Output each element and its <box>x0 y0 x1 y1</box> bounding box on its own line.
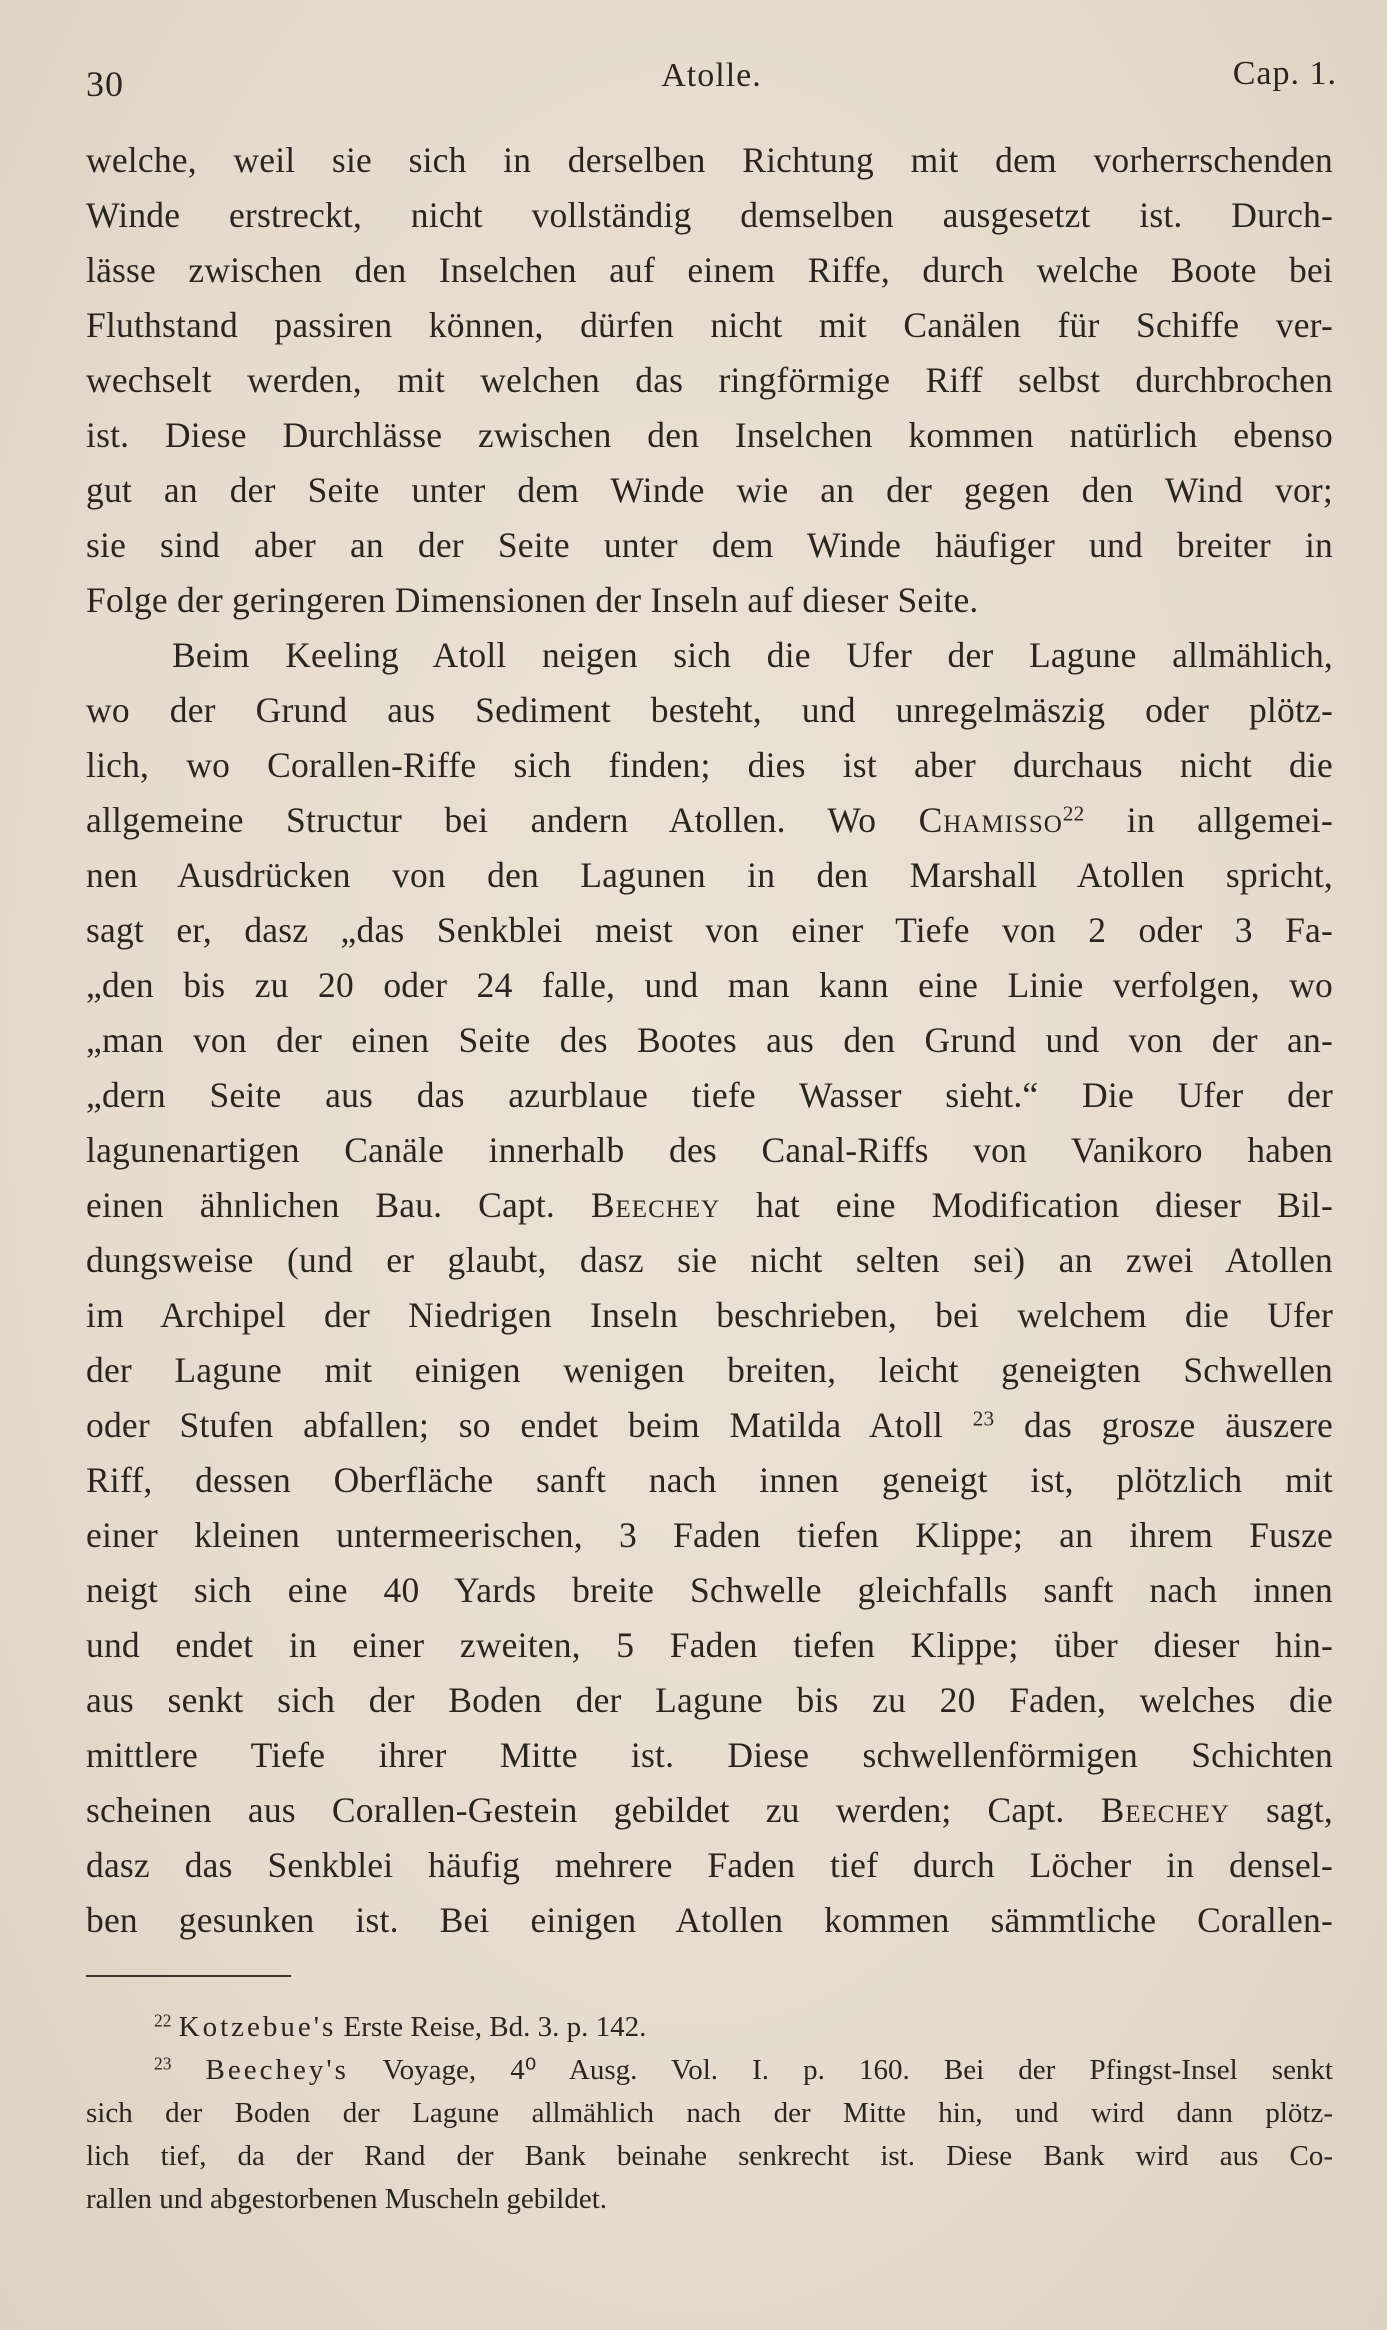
text-line <box>86 1178 1333 1233</box>
paragraph-2 <box>86 628 1333 1948</box>
text-segment: scheinen aus Corallen-Gestein gebildet zu werden; Capt. <box>86 1790 1065 1830</box>
footnote-text: Erste Reise, Bd. 3. p. 142. <box>336 2011 647 2043</box>
text-line: ist. Diese Durchlässe zwischen den Inselchen kommen natürlich ebenso <box>86 415 1333 455</box>
text-line: und endet in einer zweiten, 5 Faden tiefen Klippe; über dieser hin- <box>86 1625 1333 1665</box>
footnote-23 <box>86 2049 1333 2092</box>
footnote-author: Kotzebue's <box>178 2011 337 2043</box>
text-line: wechselt werden, mit welchen das ringförmige Riff selbst durchbrochen <box>86 360 1333 400</box>
footnote-author: Beechey's <box>205 2054 349 2086</box>
text-segment: sagt, <box>1229 1790 1334 1830</box>
text-line: mittlere Tiefe ihrer Mitte ist. Diese schwellenförmigen Schichten <box>86 1735 1333 1775</box>
text-segment: einen ähnlichen Bau. Capt. <box>86 1185 555 1225</box>
text-line: Riff, dessen Oberfläche sanft nach innen geneigt ist, plötzlich mit <box>86 1460 1333 1500</box>
text-line: Folge der geringeren Dimensionen der Inseln auf dieser Seite. <box>86 580 979 620</box>
text-line: welche, weil sie sich in derselben Richtung mit dem vorherrschenden <box>86 140 1333 180</box>
footnote-ref-22[interactable]: 22 <box>1062 801 1085 826</box>
author-name: Beechey <box>1100 1790 1230 1830</box>
text-line: „man von der einen Seite des Bootes aus den Grund und von der an- <box>86 1020 1333 1060</box>
text-line: gut an der Seite unter dem Winde wie an der gegen den Wind vor; <box>86 470 1333 510</box>
text-segment: allgemeine Structur bei andern Atollen. Wo <box>86 800 877 840</box>
text-segment: das grosze äuszere <box>994 1405 1334 1445</box>
footnote-number: 23 <box>154 2053 172 2074</box>
text-line: lässe zwischen den Inselchen auf einem Riffe, durch welche Boote bei <box>86 250 1333 290</box>
text-line <box>86 793 1333 848</box>
text-line: nen Ausdrücken von den Lagunen in den Marshall Atollen spricht, <box>86 855 1333 895</box>
text-line: im Archipel der Niedrigen Inseln beschrieben, bei welchem die Ufer <box>86 1295 1333 1335</box>
text-line: der Lagune mit einigen wenigen breiten, leicht geneigten Schwellen <box>86 1350 1333 1390</box>
text-line: einer kleinen untermeerischen, 3 Faden tiefen Klippe; an ihrem Fusze <box>86 1515 1333 1555</box>
running-title: Atolle. <box>661 57 762 94</box>
text-line: „dern Seite aus das azurblaue tiefe Wasser sieht.“ Die Ufer der <box>86 1075 1333 1115</box>
footnotes <box>86 2006 1333 2221</box>
text-line: sie sind aber an der Seite unter dem Winde häufiger und breiter in <box>86 525 1333 565</box>
text-line: lich, wo Corallen-Riffe sich finden; dies ist aber durchaus nicht die <box>86 745 1333 785</box>
text-segment: hat eine Modification dieser Bil- <box>720 1185 1334 1225</box>
footnote-line: rallen und abgestorbenen Muscheln gebildet. <box>86 2183 608 2215</box>
author-name: Chamisso <box>918 800 1063 840</box>
footnote-ref-23[interactable]: 23 <box>972 1406 995 1431</box>
text-line: „den bis zu 20 oder 24 falle, und man kann eine Linie verfolgen, wo <box>86 965 1333 1005</box>
text-line: aus senkt sich der Boden der Lagune bis zu 20 Faden, welches die <box>86 1680 1333 1720</box>
footnote-line: lich tief, da der Rand der Bank beinahe senkrecht ist. Diese Bank wird aus Co- <box>86 2140 1333 2172</box>
text-line <box>86 1398 1333 1453</box>
text-line <box>86 1783 1333 1838</box>
footnote-text: Voyage, 4⁰ Ausg. Vol. I. p. 160. Bei der Pfingst-Insel senkt <box>348 2054 1333 2086</box>
text-line: dasz das Senkblei häufig mehrere Faden tief durch Löcher in densel- <box>86 1845 1333 1885</box>
chapter-label: Cap. 1. <box>1232 55 1337 92</box>
text-line: Winde erstreckt, nicht vollständig demselben ausgesetzt ist. Durch- <box>86 195 1333 235</box>
text-segment: in allgemei- <box>1084 800 1333 840</box>
paragraph-1 <box>86 133 1333 628</box>
text-line: wo der Grund aus Sediment besteht, und unregelmäszig oder plötz- <box>86 690 1333 730</box>
text-line: Fluthstand passiren können, dürfen nicht mit Canälen für Schiffe ver- <box>86 305 1333 345</box>
footnote-number: 22 <box>154 2010 172 2031</box>
text-line: sagt er, dasz „das Senkblei meist von einer Tiefe von 2 oder 3 Fa- <box>86 910 1333 950</box>
author-name: Beechey <box>590 1185 721 1225</box>
page-number: 30 <box>86 64 124 104</box>
footnote-22 <box>86 2006 1333 2049</box>
running-header <box>86 55 1337 105</box>
footnote-line: sich der Boden der Lagune allmählich nach der Mitte hin, und wird dann plötz- <box>86 2097 1333 2129</box>
footnote-divider <box>86 1975 291 1977</box>
text-line: lagunenartigen Canäle innerhalb des Canal-Riffs von Vanikoro haben <box>86 1130 1333 1170</box>
text-line: dungsweise (und er glaubt, dasz sie nicht selten sei) an zwei Atollen <box>86 1240 1333 1280</box>
text-line: neigt sich eine 40 Yards breite Schwelle gleichfalls sanft nach innen <box>86 1570 1333 1610</box>
main-text <box>86 133 1333 1948</box>
text-line: ben gesunken ist. Bei einigen Atollen kommen sämmtliche Corallen- <box>86 1900 1333 1940</box>
text-line: Beim Keeling Atoll neigen sich die Ufer der Lagune allmählich, <box>172 635 1333 675</box>
text-segment: oder Stufen abfallen; so endet beim Matilda Atoll <box>86 1405 943 1445</box>
